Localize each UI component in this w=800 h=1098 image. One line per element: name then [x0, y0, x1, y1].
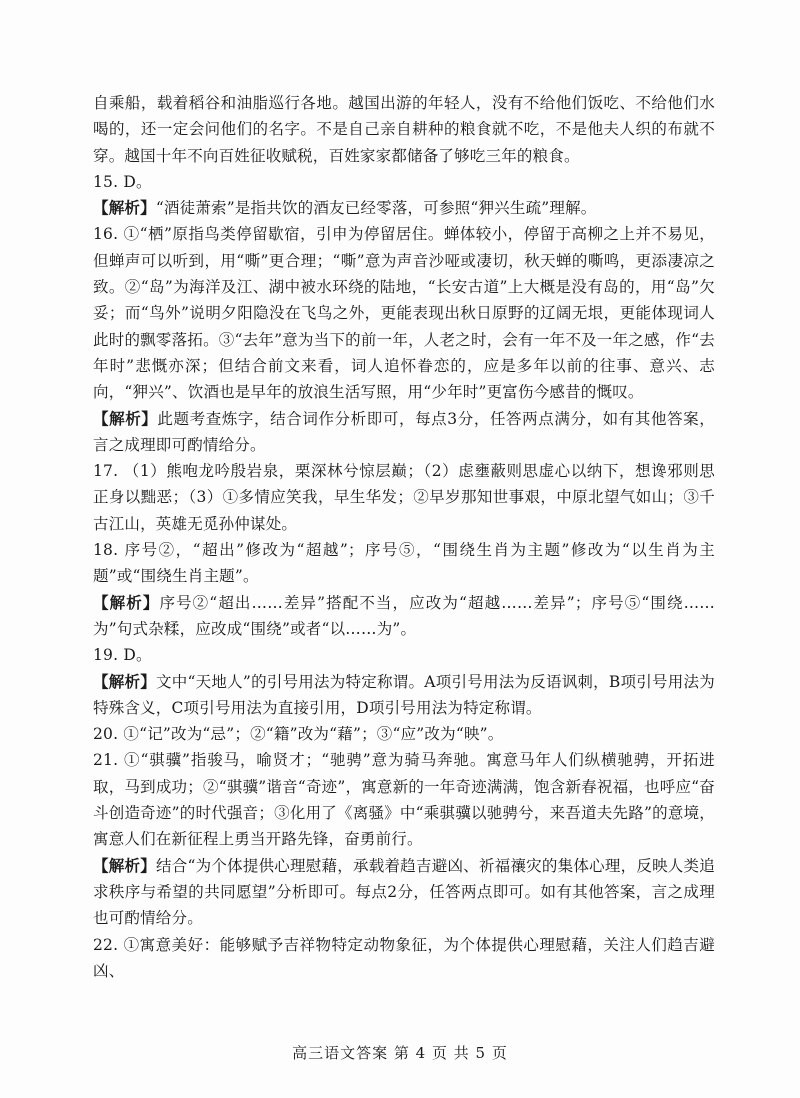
analysis-tag: 【解析】	[93, 855, 156, 875]
paragraph-text: 文中“天地人”的引号用法为特定称谓。A项引号用法为反语讽刺，B项引号用法为特殊含义，C项引号用法为直接引用，D项引号用法为特定称谓。	[93, 672, 715, 717]
analysis-tag: 【解析】	[93, 671, 156, 691]
answer-15	[93, 169, 715, 195]
analysis-15	[93, 195, 715, 221]
paragraph-text: 序号②“超出……差异”搭配不当，应改为“超越……差异”；序号⑤“围绕……为”句式杂糅，应改成“围绕”或者“以……为”。	[93, 593, 715, 638]
answer-20	[93, 721, 715, 747]
paragraph-text: 16. ①“栖”原指鸟类停留歇宿，引申为停留居住。蝉体较小，停留于高柳之上并不易见，但蝉声可以听到，用“嘶”更合理；“嘶”意为声音沙哑或凄切，秋天蝉的嘶鸣，更添凄凉之致。②“岛”为海洋及江、湖中被水环绕的陆地，“长安古道”上大概是没有岛的，用“岛”欠妥；而“鸟外”说明夕阳隐没在飞鸟之外，更能表现出秋日原野的辽阔无垠，更能体现词人此时的飘零落拓。③“去年”意为当下的前一年，人老之时，会有一年不及一年之感，作“去年时”悲慨亦深；但结合前文来看，词人追怀眷恋的，应是多年以前的往事、意兴、志向，“狎兴”、饮酒也是早年的放浪生活写照，用“少年时”更富伤今感昔的慨叹。	[93, 225, 715, 402]
paragraph-text: 20. ①“记”改为“忌”；②“籍”改为“藉”；③“应”改为“映”。	[93, 725, 504, 744]
document-body	[93, 90, 715, 984]
analysis-tag: 【解析】	[93, 592, 160, 612]
analysis-tag: 【解析】	[93, 408, 158, 428]
paragraph-text: 自乘船，载着稻谷和油脂巡行各地。越国出游的年轻人，没有不给他们饭吃、不给他们水喝的，还一定会问他们的名字。不是自己亲自耕种的粮食就不吃，不是他夫人织的布就不穿。越国十年不向百姓征收赋税，百姓家家都储备了够吃三年的粮食。	[93, 94, 715, 165]
paragraph-text: 21. ①“骐骥”指骏马，喻贤才；“驰骋”意为骑马奔驰。寓意马年人们纵横驰骋，开拓进取，马到成功；②“骐骥”谐音“奇迹”，寓意新的一年奇迹满满，饱含新春祝福，也呼应“奋斗创造奇迹”的时代强音；③化用了《离骚》中“乘骐骥以驰骋兮，来吾道夫先路”的意境，寓意人们在新征程上勇当开路先锋，奋勇前行。	[93, 751, 715, 849]
answer-18	[93, 537, 715, 590]
paragraph-text: 22. ①寓意美好：能够赋予吉祥物特定动物象征，为个体提供心理慰藉，关注人们趋吉避凶、	[93, 935, 715, 980]
paragraph-text: 17. （1）熊咆龙吟殷岩泉，栗深林兮惊层巅；（2）虑壅蔽则思虚心以纳下，想谗邪则思正身以黜恶；（3）①多情应笑我，早生华发；②早岁那知世事艰，中原北望气如山；③千古江山，英雄无觅孙仲谋处。	[93, 462, 715, 533]
analysis-19	[93, 669, 715, 722]
answer-22	[93, 932, 715, 985]
paragraph-continuation	[93, 90, 715, 169]
analysis-16	[93, 406, 715, 459]
paragraph-text: 此题考查炼字，结合词作分析即可，每点3分，任答两点满分，如有其他答案，言之成理即可酌情给分。	[93, 409, 715, 454]
answer-19	[93, 642, 715, 668]
paragraph-text: 15. D。	[93, 172, 152, 191]
paragraph-text: 18. 序号②，“超出”修改为“超越”；序号⑤，“围绕生肖为主题”修改为“以生肖为主题”或“围绕生肖主题”。	[93, 541, 715, 586]
paragraph-text: “酒徒萧索”是指共饮的酒友已经零落，可参照“狎兴生疏”理解。	[155, 199, 597, 218]
analysis-tag: 【解析】	[93, 198, 156, 218]
analysis-18	[93, 590, 715, 643]
analysis-21	[93, 853, 715, 932]
answer-21	[93, 747, 715, 852]
paragraph-text: 结合“为个体提供心理慰藉，承载着趋吉避凶、祈福禳灾的集体心理，反映人类追求秩序与希望的共同愿望”分析即可。每点2分，任答两点即可。如有其他答案，言之成理也可酌情给分。	[93, 856, 715, 928]
answer-16	[93, 221, 715, 405]
paragraph-text: 19. D。	[93, 646, 152, 665]
answer-17	[93, 458, 715, 537]
page-footer: 高三语文答案 第 4 页 共 5 页	[292, 1044, 508, 1062]
